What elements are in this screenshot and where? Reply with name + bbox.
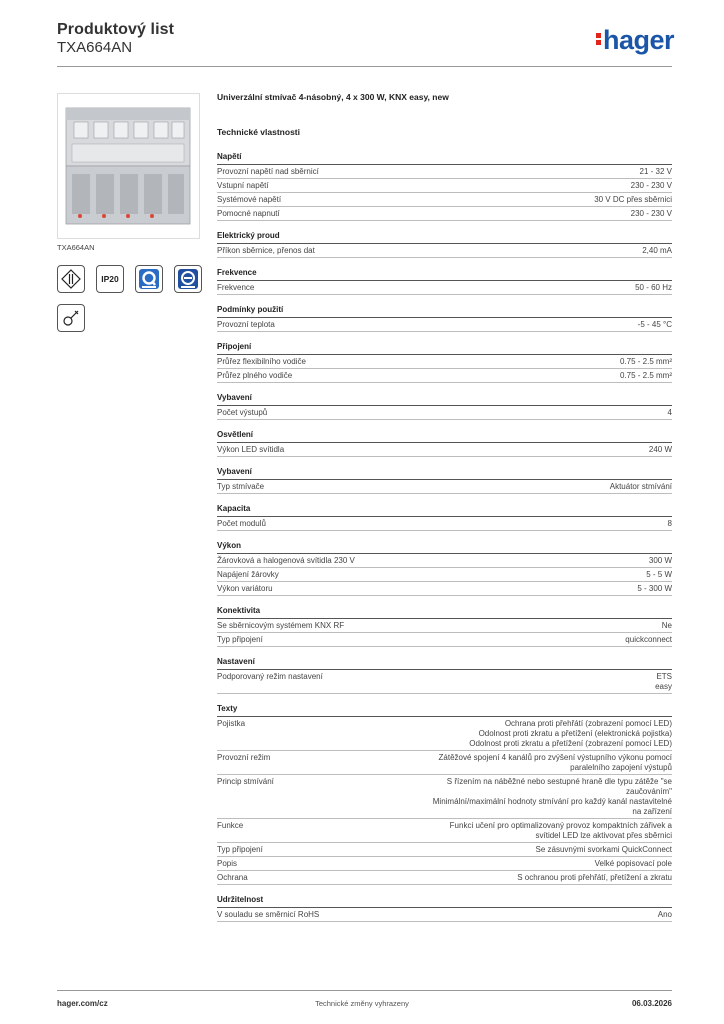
spec-row <box>217 670 672 694</box>
spec-label: Pojistka <box>217 719 246 728</box>
spec-value: quickconnect <box>625 635 672 644</box>
spec-value: 0.75 - 2.5 mm² <box>619 371 672 380</box>
spec-group-title: Napětí <box>217 152 672 165</box>
spec-row <box>217 619 672 633</box>
spec-label: Typ připojení <box>217 635 263 644</box>
footer-date: 06.03.2026 <box>631 999 672 1008</box>
spec-row <box>217 908 672 922</box>
spec-group <box>217 541 672 596</box>
spec-value: Funkci učení pro optimalizovaný provoz kompaktních zářivek a svítidel LED lze aktivovat přes sběrnici <box>449 821 672 840</box>
spec-row <box>217 369 672 383</box>
spec-group <box>217 606 672 647</box>
spec-value: 230 - 230 V <box>630 209 672 218</box>
spec-label: V souladu se směrnicí RoHS <box>217 910 320 919</box>
spec-row <box>217 554 672 568</box>
spec-value: ETS easy <box>655 672 672 691</box>
spec-label: Se sběrnicovým systémem KNX RF <box>217 621 345 630</box>
spec-value: 300 W <box>648 556 672 565</box>
spec-label: Funkce <box>217 821 244 830</box>
spec-label: Typ stmívače <box>217 482 265 491</box>
spec-label: Výkon variátoru <box>217 584 273 593</box>
spec-row <box>217 193 672 207</box>
spec-value: 2,40 mA <box>642 246 672 255</box>
spec-label: Žárovková a halogenová svítidla 230 V <box>217 556 355 565</box>
spec-row <box>217 582 672 596</box>
spec-group-title: Podmínky použití <box>217 305 672 318</box>
spec-value: 0.75 - 2.5 mm² <box>619 357 672 366</box>
product-title: Univerzální stmívač 4-násobný, 4 x 300 W, KNX easy, new <box>217 92 449 102</box>
product-image <box>57 93 200 239</box>
spec-row <box>217 568 672 582</box>
spec-row <box>217 281 672 295</box>
spec-value: Velké popisovací pole <box>594 859 672 868</box>
spec-value: -5 - 45 °C <box>637 320 672 329</box>
spec-group-title: Udržitelnost <box>217 895 672 908</box>
protection-class-icon <box>57 265 85 293</box>
spec-row <box>217 751 672 775</box>
spec-label: Podporovaný režim nastavení <box>217 672 323 681</box>
spec-label: Frekvence <box>217 283 255 292</box>
spec-label: Provozní napětí nad sběrnicí <box>217 167 319 176</box>
spec-label: Princip stmívání <box>217 777 274 786</box>
spec-group <box>217 657 672 694</box>
spec-row <box>217 355 672 369</box>
spec-group <box>217 268 672 295</box>
spec-value: Ne <box>661 621 672 630</box>
spec-group <box>217 152 672 221</box>
spec-group-title: Nastavení <box>217 657 672 670</box>
spec-label: Ochrana <box>217 873 248 882</box>
spec-row <box>217 857 672 871</box>
spec-group <box>217 393 672 420</box>
spec-group-title: Vybavení <box>217 467 672 480</box>
spec-value: 240 W <box>648 445 672 454</box>
spec-value: 4 <box>667 408 672 417</box>
spec-label: Průřez flexibilního vodiče <box>217 357 306 366</box>
spec-value: 30 V DC přes sběrnici <box>594 195 672 204</box>
spec-group-title: Osvětlení <box>217 430 672 443</box>
header-divider <box>57 66 672 67</box>
spec-label: Pomocné napnutí <box>217 209 280 218</box>
image-caption: TXA664AN <box>57 243 95 252</box>
spec-group-title: Frekvence <box>217 268 672 281</box>
spec-label: Typ připojení <box>217 845 263 854</box>
spec-group-title: Vybavení <box>217 393 672 406</box>
spec-label: Popis <box>217 859 238 868</box>
spec-value: Aktuátor stmívání <box>609 482 672 491</box>
spec-label: Příkon sběrnice, přenos dat <box>217 246 315 255</box>
spec-group <box>217 305 672 332</box>
installation-tool-icon <box>57 304 85 332</box>
spec-value: S řízením na náběžné nebo sestupné hraně dle typu zátěže "se zaučováním" Minimální/maximální hodnoty stmívání pro každý kanál nastavitelné na zařízení <box>432 777 672 816</box>
spec-label: Výkon LED svítidla <box>217 445 285 454</box>
logo-text: hager <box>602 25 674 55</box>
spec-row <box>217 775 672 819</box>
technical-specs <box>217 92 672 932</box>
spec-row <box>217 244 672 258</box>
spec-row <box>217 443 672 457</box>
document-title: Produktový list <box>57 21 175 38</box>
spec-label: Průřez plného vodiče <box>217 371 293 380</box>
spec-label: Počet modulů <box>217 519 266 528</box>
spec-group <box>217 704 672 885</box>
footer-notice: Technické změny vyhrazeny <box>315 999 409 1008</box>
spec-group-title: Kapacita <box>217 504 672 517</box>
ip20-label: IP20 <box>101 274 119 284</box>
spec-label: Systémové napětí <box>217 195 282 204</box>
spec-group-title: Elektrický proud <box>217 231 672 244</box>
spec-group-title: Výkon <box>217 541 672 554</box>
spec-row <box>217 871 672 885</box>
spec-row <box>217 406 672 420</box>
spec-row <box>217 165 672 179</box>
ip20-icon <box>96 265 124 293</box>
spec-label: Napájení žárovky <box>217 570 279 579</box>
spec-row <box>217 480 672 494</box>
spec-row <box>217 633 672 647</box>
footer-website: hager.com/cz <box>57 999 108 1008</box>
spec-value: 50 - 60 Hz <box>635 283 672 292</box>
spec-group-title: Texty <box>217 704 672 717</box>
section-title: Technické vlastnosti <box>217 127 300 137</box>
spec-label: Vstupní napětí <box>217 181 269 190</box>
spec-group-title: Připojení <box>217 342 672 355</box>
product-code: TXA664AN <box>57 39 133 56</box>
spec-row <box>217 318 672 332</box>
knx-easy-icon <box>174 265 202 293</box>
spec-label: Počet výstupů <box>217 408 268 417</box>
spec-row <box>217 207 672 221</box>
spec-value: Zátěžové spojení 4 kanálů pro zvýšení výstupního výkonu pomocí paralelního zapojení výstupů <box>438 753 672 772</box>
spec-row <box>217 819 672 843</box>
spec-value: 230 - 230 V <box>630 181 672 190</box>
spec-value: Se zásuvnými svorkami QuickConnect <box>535 845 672 854</box>
spec-value: 5 - 300 W <box>637 584 672 593</box>
footer-divider <box>57 990 672 991</box>
spec-group <box>217 342 672 383</box>
spec-row <box>217 517 672 531</box>
spec-groups <box>217 152 672 922</box>
spec-value: Ano <box>657 910 672 919</box>
hager-logo <box>596 27 674 54</box>
spec-group <box>217 504 672 531</box>
spec-group <box>217 895 672 922</box>
spec-value: Ochrana proti přehřátí (zobrazení pomocí LED) Odolnost proti zkratu a přetížení (elektronická pojistka) Odolnost proti zkratu a přetížení (zobrazení pomocí LED) <box>469 719 672 748</box>
spec-group <box>217 430 672 457</box>
spec-row <box>217 179 672 193</box>
spec-value: 8 <box>667 519 672 528</box>
logo-dots-icon <box>596 31 601 47</box>
spec-row <box>217 717 672 751</box>
quickconnect-icon <box>135 265 163 293</box>
spec-value: 5 - 5 W <box>646 570 672 579</box>
spec-row <box>217 843 672 857</box>
spec-group <box>217 467 672 494</box>
spec-group-title: Konektivita <box>217 606 672 619</box>
spec-label: Provozní teplota <box>217 320 275 329</box>
spec-label: Provozní režim <box>217 753 271 762</box>
spec-group <box>217 231 672 258</box>
spec-value: S ochranou proti přehřátí, přetížení a zkratu <box>517 873 672 882</box>
spec-value: 21 - 32 V <box>639 167 672 176</box>
